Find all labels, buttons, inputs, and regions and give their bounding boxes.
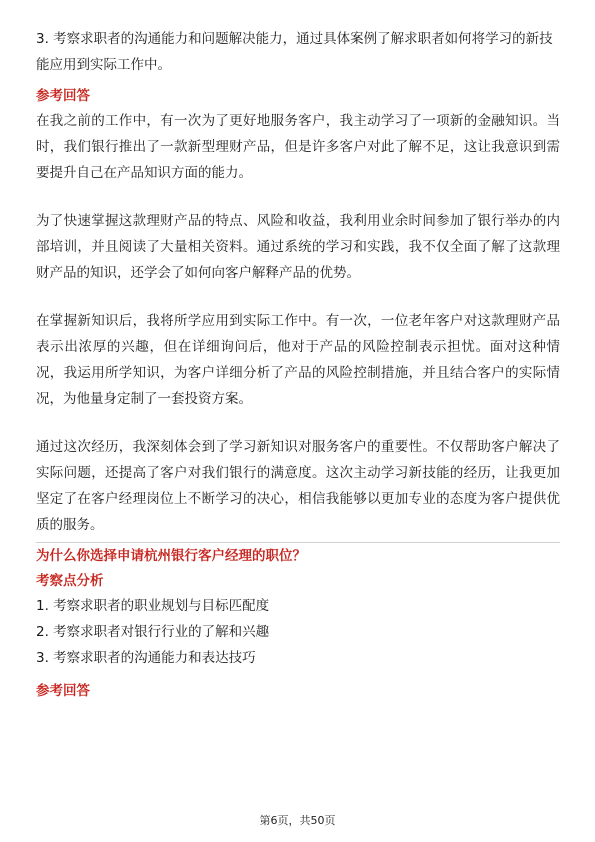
answer-heading-2: 参考回答 [36,683,90,699]
answer-paragraph-4: 通过这次经历，我深刻体会到了学习新知识对服务客户的重要性。不仅帮助客户解决了实际问题，还提高了客户对我们银行的满意度。这次主动学习新技能的经历，让我更加坚定了在客户经理岗位上不断学习的决心，相信我能够以更加专业的态度为客户提供优质的服务。 [36,439,560,533]
page-footer: 第6页，共50页 [259,814,336,827]
analysis-item-2: 2. 考察求职者对银行行业的了解和兴趣 [36,624,270,640]
intro-question: 3. 考察求职者的沟通能力和问题解决能力，通过具体案例了解求职者如何将学习的新技能应用到实际工作中。 [36,31,553,73]
answer-paragraph-1: 在我之前的工作中，有一次为了更好地服务客户，我主动学习了一项新的金融知识。当时，我们银行推出了一款新型理财产品，但是许多客户对此了解不足，这让我意识到需要提升自己在产品知识方面的能力。 [36,113,560,181]
analysis-item-3: 3. 考察求职者的沟通能力和表达技巧 [36,650,256,666]
answer-paragraph-2: 为了快速掌握这款理财产品的特点、风险和收益，我利用业余时间参加了银行举办的内部培训，并且阅读了大量相关资料。通过系统的学习和实践，我不仅全面了解了这款理财产品的知识，还学会了如何向客户解释产品的优势。 [36,213,560,281]
answer-heading: 参考回答 [36,88,90,104]
analysis-heading: 考察点分析 [36,573,104,589]
next-question: 为什么你选择申请杭州银行客户经理的职位？ [36,548,306,564]
analysis-item-1: 1. 考察求职者的职业规划与目标匹配度 [36,598,270,614]
answer-paragraph-3: 在掌握新知识后，我将所学应用到实际工作中。有一次，一位老年客户对这款理财产品表示出浓厚的兴趣，但在详细询问后，他对于产品的风险控制表示担忧。面对这种情况，我运用所学知识，为客户详细分析了产品的风险控制措施，并且结合客户的实际情况，为他量身定制了一套投资方案。 [36,313,560,407]
page-content [36,26,560,703]
